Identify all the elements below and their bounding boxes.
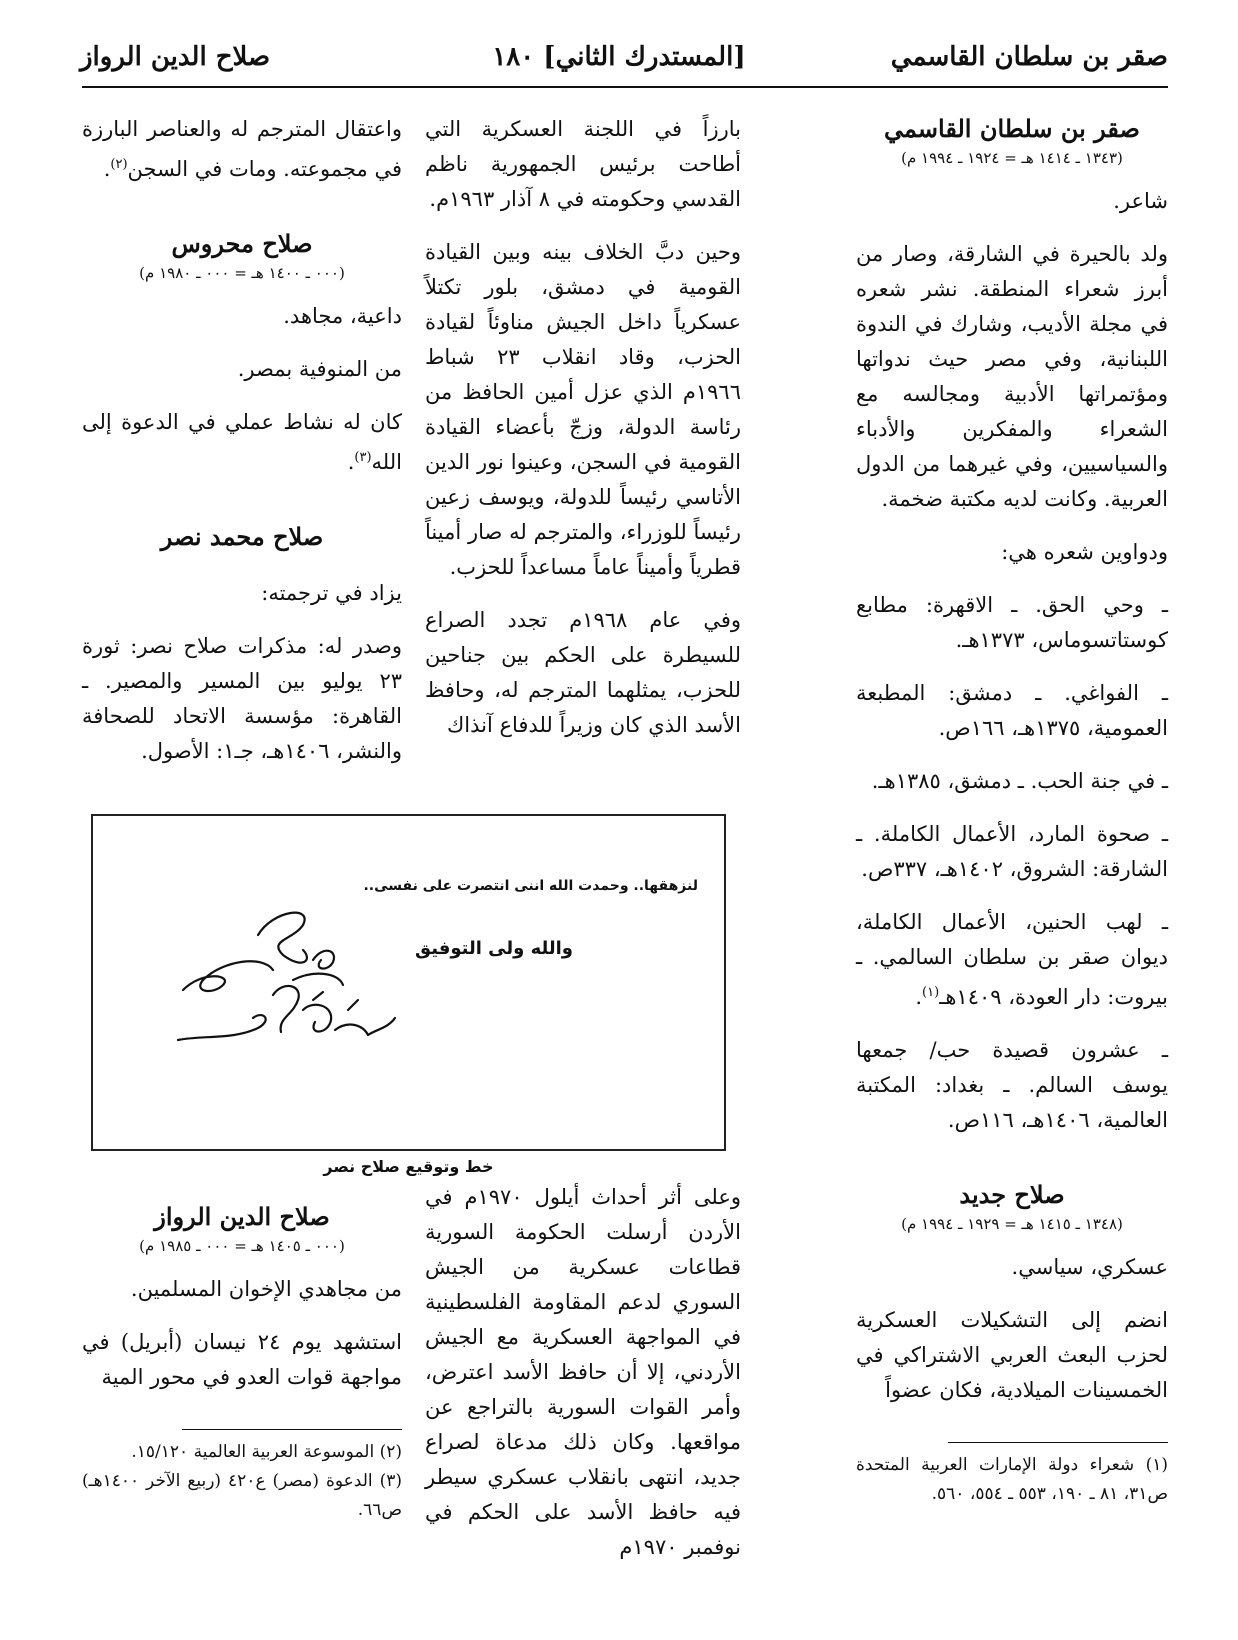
running-header-page-number: [المستدرك الثاني] ١٨٠ bbox=[492, 42, 746, 72]
footnote-marker: (٢) bbox=[110, 157, 128, 172]
entry-paragraph: وعلى أثر أحداث أيلول ١٩٧٠م في الأردن أرسلت الحكومة السورية قطاعات عسكرية من الجيش السوري لدعم المقاومة الفلسطينية في المواجهة العسكرية مع الجيش الأردني، إلا أن حافظ الأسد اعترض، وأمر القوات السورية بالتراجع عن مواقعها. وكان ذلك مدعاة لصراع جديد، انتهى بانقلاب عسكري سيطر فيه حافظ الأسد على الحكم في نوفمبر ١٩٧٠م bbox=[425, 1185, 741, 1559]
bibliography-item: ـ عشرون قصيدة حب/ جمعها يوسف السالم. ـ بغداد: المكتبة العالمية، ١٤٠٦هـ، ١١٦ص. bbox=[856, 1038, 1168, 1132]
entry-paragraph: وصدر له: مذكرات صلاح نصر: ثورة ٢٣ يوليو بين المسير والمصير. ـ القاهرة: مؤسسة الاتحاد للصحافة والنشر، ١٤٠٦هـ، جـ١: الأصول. bbox=[82, 634, 402, 763]
entry-dates: (١٣٤٨ ـ ١٤١٥ هـ = ١٩٢٩ ـ ١٩٩٤ م) bbox=[901, 1215, 1123, 1233]
footnote: (١) شعراء دولة الإمارات العربية المتحدة ص٣١، ٨١ ـ ١٩٠، ٥٥٣ ـ ٥٥٤، ٥٦٠. bbox=[856, 1455, 1168, 1504]
column-right bbox=[856, 112, 1168, 1509]
entry-paragraph: انضم إلى التشكيلات العسكرية لحزب البعث العربي الاشتراكي في الخمسينات الميلادية، فكان عضواً bbox=[856, 1308, 1168, 1402]
entry-paragraph: وفي عام ١٩٦٨م تجدد الصراع للسيطرة على الحكم بين جناحين للحزب، يمثلهما المترجم له، وحافظ الأسد الذي كان وزيراً للدفاع آنذاك bbox=[425, 608, 741, 737]
running-header-right: صقر بن سلطان القاسمي bbox=[890, 42, 1168, 72]
handwritten-quote: لنزهقها.. وحمدت الله اننى انتصرت على نفسى.. bbox=[363, 878, 698, 894]
entry-paragraph: ولد بالحيرة في الشارقة، وصار من أبرز شعراء المنطقة. نشر شعره في مجلة الأديب، وشارك في الندوة اللبنانية، وفي مصر حيث ندواتها ومؤتمراتها الأدبية ومجالسه مع الشعراء والمفكرين والأدباء والسياسيين، وفي غيرهما من الدول العربية. وكانت لديه مكتبة ضخمة. bbox=[856, 242, 1168, 511]
entry-paragraph: من مجاهدي الإخوان المسلمين. bbox=[130, 1277, 402, 1301]
entry-paragraph: استشهد يوم ٢٤ نيسان (أبريل) في مواجهة قوات العدو في محور المية bbox=[82, 1330, 402, 1389]
entry-paragraph: وحين دبَّ الخلاف بينه وبين القيادة القومية في دمشق، بلور تكتلاً عسكرياً داخل الجيش مناوئاً لقيادة الحزب، وقاد انقلاب ٢٣ شباط ١٩٦٦م الذي عزل أمين الحافظ من رئاسة الدولة، وزجّ بأعضاء القيادة القومية في السجن، وعينوا نور الدين الأتاسي رئيساً للدولة، ويوسف زعين رئيساً للوزراء، والمترجم له صار أميناً قطرياً وأميناً عاماً مساعداً للحزب. bbox=[425, 240, 741, 579]
bibliography-item: ـ لهب الحنين، الأعمال الكاملة، ديوان صقر بن سلطان السالمي. ـ بيروت: دار العودة، ١٤٠٩هـ$^{(١)}$. bbox=[856, 910, 1168, 1009]
entry-dates: (٠٠٠ ـ ١٤٠٥ هـ = ٠٠٠ ـ ١٩٨٥ م) bbox=[139, 1237, 345, 1255]
column-middle-top bbox=[425, 112, 741, 761]
footnote-rule bbox=[182, 1429, 402, 1430]
entry-paragraph: من المنوفية بمصر. bbox=[237, 357, 402, 381]
entry-title: صلاح محروس bbox=[171, 229, 313, 258]
entry-paragraph: يزاد في ترجمته: bbox=[261, 581, 402, 605]
entry-dates: (٠٠٠ ـ ١٤٠٠ هـ = ٠٠٠ ـ ١٩٨٠ م) bbox=[139, 264, 345, 282]
entry-paragraph: كان له نشاط عملي في الدعوة إلى الله$^{(٣)}$. bbox=[82, 410, 402, 474]
entry-paragraph: ودواوين شعره هي: bbox=[1001, 540, 1168, 564]
entry-title: صلاح الدين الرواز bbox=[154, 1202, 330, 1231]
column-left-bottom bbox=[82, 1200, 402, 1525]
entry-paragraph: شاعر. bbox=[1113, 189, 1168, 213]
header-rule bbox=[82, 86, 1168, 88]
footnote-marker: (٣) bbox=[354, 450, 372, 465]
handwritten-blessing: والله ولى التوفيق bbox=[415, 938, 573, 959]
entry-paragraph: داعية، مجاهد. bbox=[283, 304, 402, 328]
entry-paragraph: واعتقال المترجم له والعناصر البارزة في مجموعته. ومات في السجن$^{(٢)}$. bbox=[82, 117, 402, 181]
entry-paragraph: بارزاً في اللجنة العسكرية التي أطاحت برئيس الجمهورية ناظم القدسي وحكومته في ٨ آذار ١٩٦٣م. bbox=[425, 117, 741, 211]
footnote-rule bbox=[948, 1442, 1168, 1443]
signature-image bbox=[163, 900, 413, 1070]
column-left-top bbox=[82, 112, 402, 787]
running-header-left: صلاح الدين الرواز bbox=[80, 42, 271, 72]
figure-caption: خط وتوقيع صلاح نصر bbox=[323, 1157, 494, 1176]
bibliography-item: ـ وحي الحق. ـ الاقهرة: مطابع كوستاتسوماس، ١٣٧٣هـ. bbox=[856, 593, 1168, 652]
bibliography-item: ـ في جنة الحب. ـ دمشق، ١٣٨٥هـ. bbox=[871, 769, 1168, 793]
bibliography-item: ـ صحوة المارد، الأعمال الكاملة. ـ الشارقة: الشروق، ١٤٠٢هـ، ٣٣٧ص. bbox=[856, 822, 1168, 881]
entry-dates: (١٣٤٣ ـ ١٤١٤ هـ = ١٩٢٤ ـ ١٩٩٤ م) bbox=[901, 149, 1123, 167]
bibliography-item: ـ الفواغي. ـ دمشق: المطبعة العمومية، ١٣٧٥هـ، ١٦٦ص. bbox=[856, 681, 1168, 740]
entry-title: صلاح محمد نصر bbox=[160, 522, 324, 551]
footnote: (٢) الموسوعة العربية العالمية ١٥/١٢٠. bbox=[131, 1442, 402, 1462]
column-middle-bottom bbox=[425, 1180, 741, 1583]
entry-title: صقر بن سلطان القاسمي bbox=[884, 114, 1140, 143]
entry-title: صلاح جديد bbox=[959, 1180, 1065, 1209]
entry-paragraph: عسكري، سياسي. bbox=[1011, 1255, 1168, 1279]
handwriting-figure bbox=[91, 814, 726, 1151]
footnote: (٣) الدعوة (مصر) ع٤٢٠ (ربيع الآخر ١٤٠٠هـ) ص٦٦. bbox=[82, 1471, 402, 1520]
footnote-marker: (١) bbox=[922, 985, 940, 1000]
